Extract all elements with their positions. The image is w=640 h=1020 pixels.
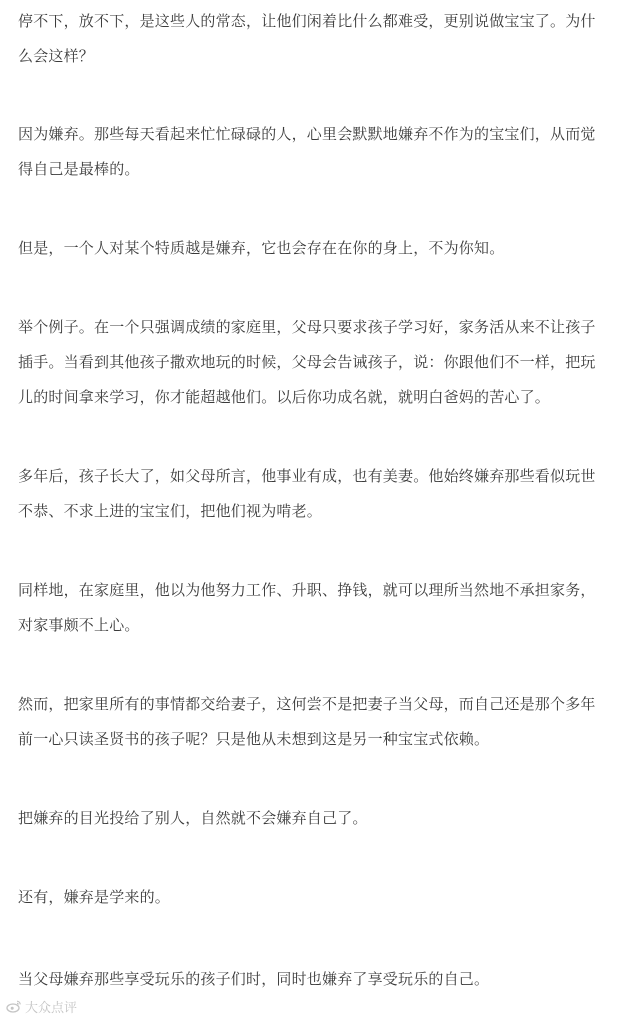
text-line: 前一心只读圣贤书的孩子呢？只是他从未想到这是另一种宝宝式依赖。 (18, 730, 490, 748)
text-line: 对家事颇不上心。 (18, 616, 140, 634)
paragraph (18, 880, 604, 915)
text-line: 插手。当看到其他孩子撒欢地玩的时候，父母会告诫孩子，说：你跟他们不一样，把玩 (18, 353, 596, 371)
weibo-logo-icon (6, 999, 22, 1013)
paragraph (18, 117, 604, 187)
text-line: 然而，把家里所有的事情都交给妻子，这何尝不是把妻子当父母，而自己还是那个多年 (18, 695, 596, 713)
paragraph (18, 231, 604, 266)
text-line: 因为嫌弃。那些每天看起来忙忙碌碌的人，心里会默默地嫌弃不作为的宝宝们，从而觉 (18, 125, 596, 143)
watermark (6, 996, 77, 1016)
paragraph (18, 4, 604, 74)
watermark-text: 大众点评 (25, 1000, 78, 1016)
text-line: 当父母嫌弃那些享受玩乐的孩子们时，同时也嫌弃了享受玩乐的自己。 (18, 970, 490, 988)
paragraph (18, 687, 604, 757)
text-line: 不恭、不求上进的宝宝们，把他们视为啃老。 (18, 502, 323, 520)
text-line: 儿的时间拿来学习，你才能超越他们。以后你功成名就，就明白爸妈的苦心了。 (18, 388, 551, 406)
text-line: 多年后，孩子长大了，如父母所言，他事业有成，也有美妻。他始终嫌弃那些看似玩世 (18, 467, 596, 485)
text-line: 停不下，放不下，是这些人的常态，让他们闲着比什么都难受，更别说做宝宝了。为什 (18, 12, 596, 30)
text-line: 但是，一个人对某个特质越是嫌弃，它也会存在在你的身上，不为你知。 (18, 239, 505, 257)
paragraph (18, 801, 604, 836)
text-line: 得自己是最棒的。 (18, 160, 140, 178)
paragraph (18, 459, 604, 529)
paragraph (18, 573, 604, 643)
paragraph (18, 310, 604, 415)
text-line: 同样地，在家庭里，他以为他努力工作、升职、挣钱，就可以理所当然地不承担家务， (18, 581, 596, 599)
text-line: 把嫌弃的目光投给了别人，自然就不会嫌弃自己了。 (18, 809, 368, 827)
text-line: 么会这样？ (18, 47, 95, 65)
paragraph (18, 962, 604, 997)
text-line: 举个例子。在一个只强调成绩的家庭里，父母只要求孩子学习好，家务活从来不让孩子 (18, 318, 596, 336)
text-line: 还有，嫌弃是学来的。 (18, 888, 171, 906)
